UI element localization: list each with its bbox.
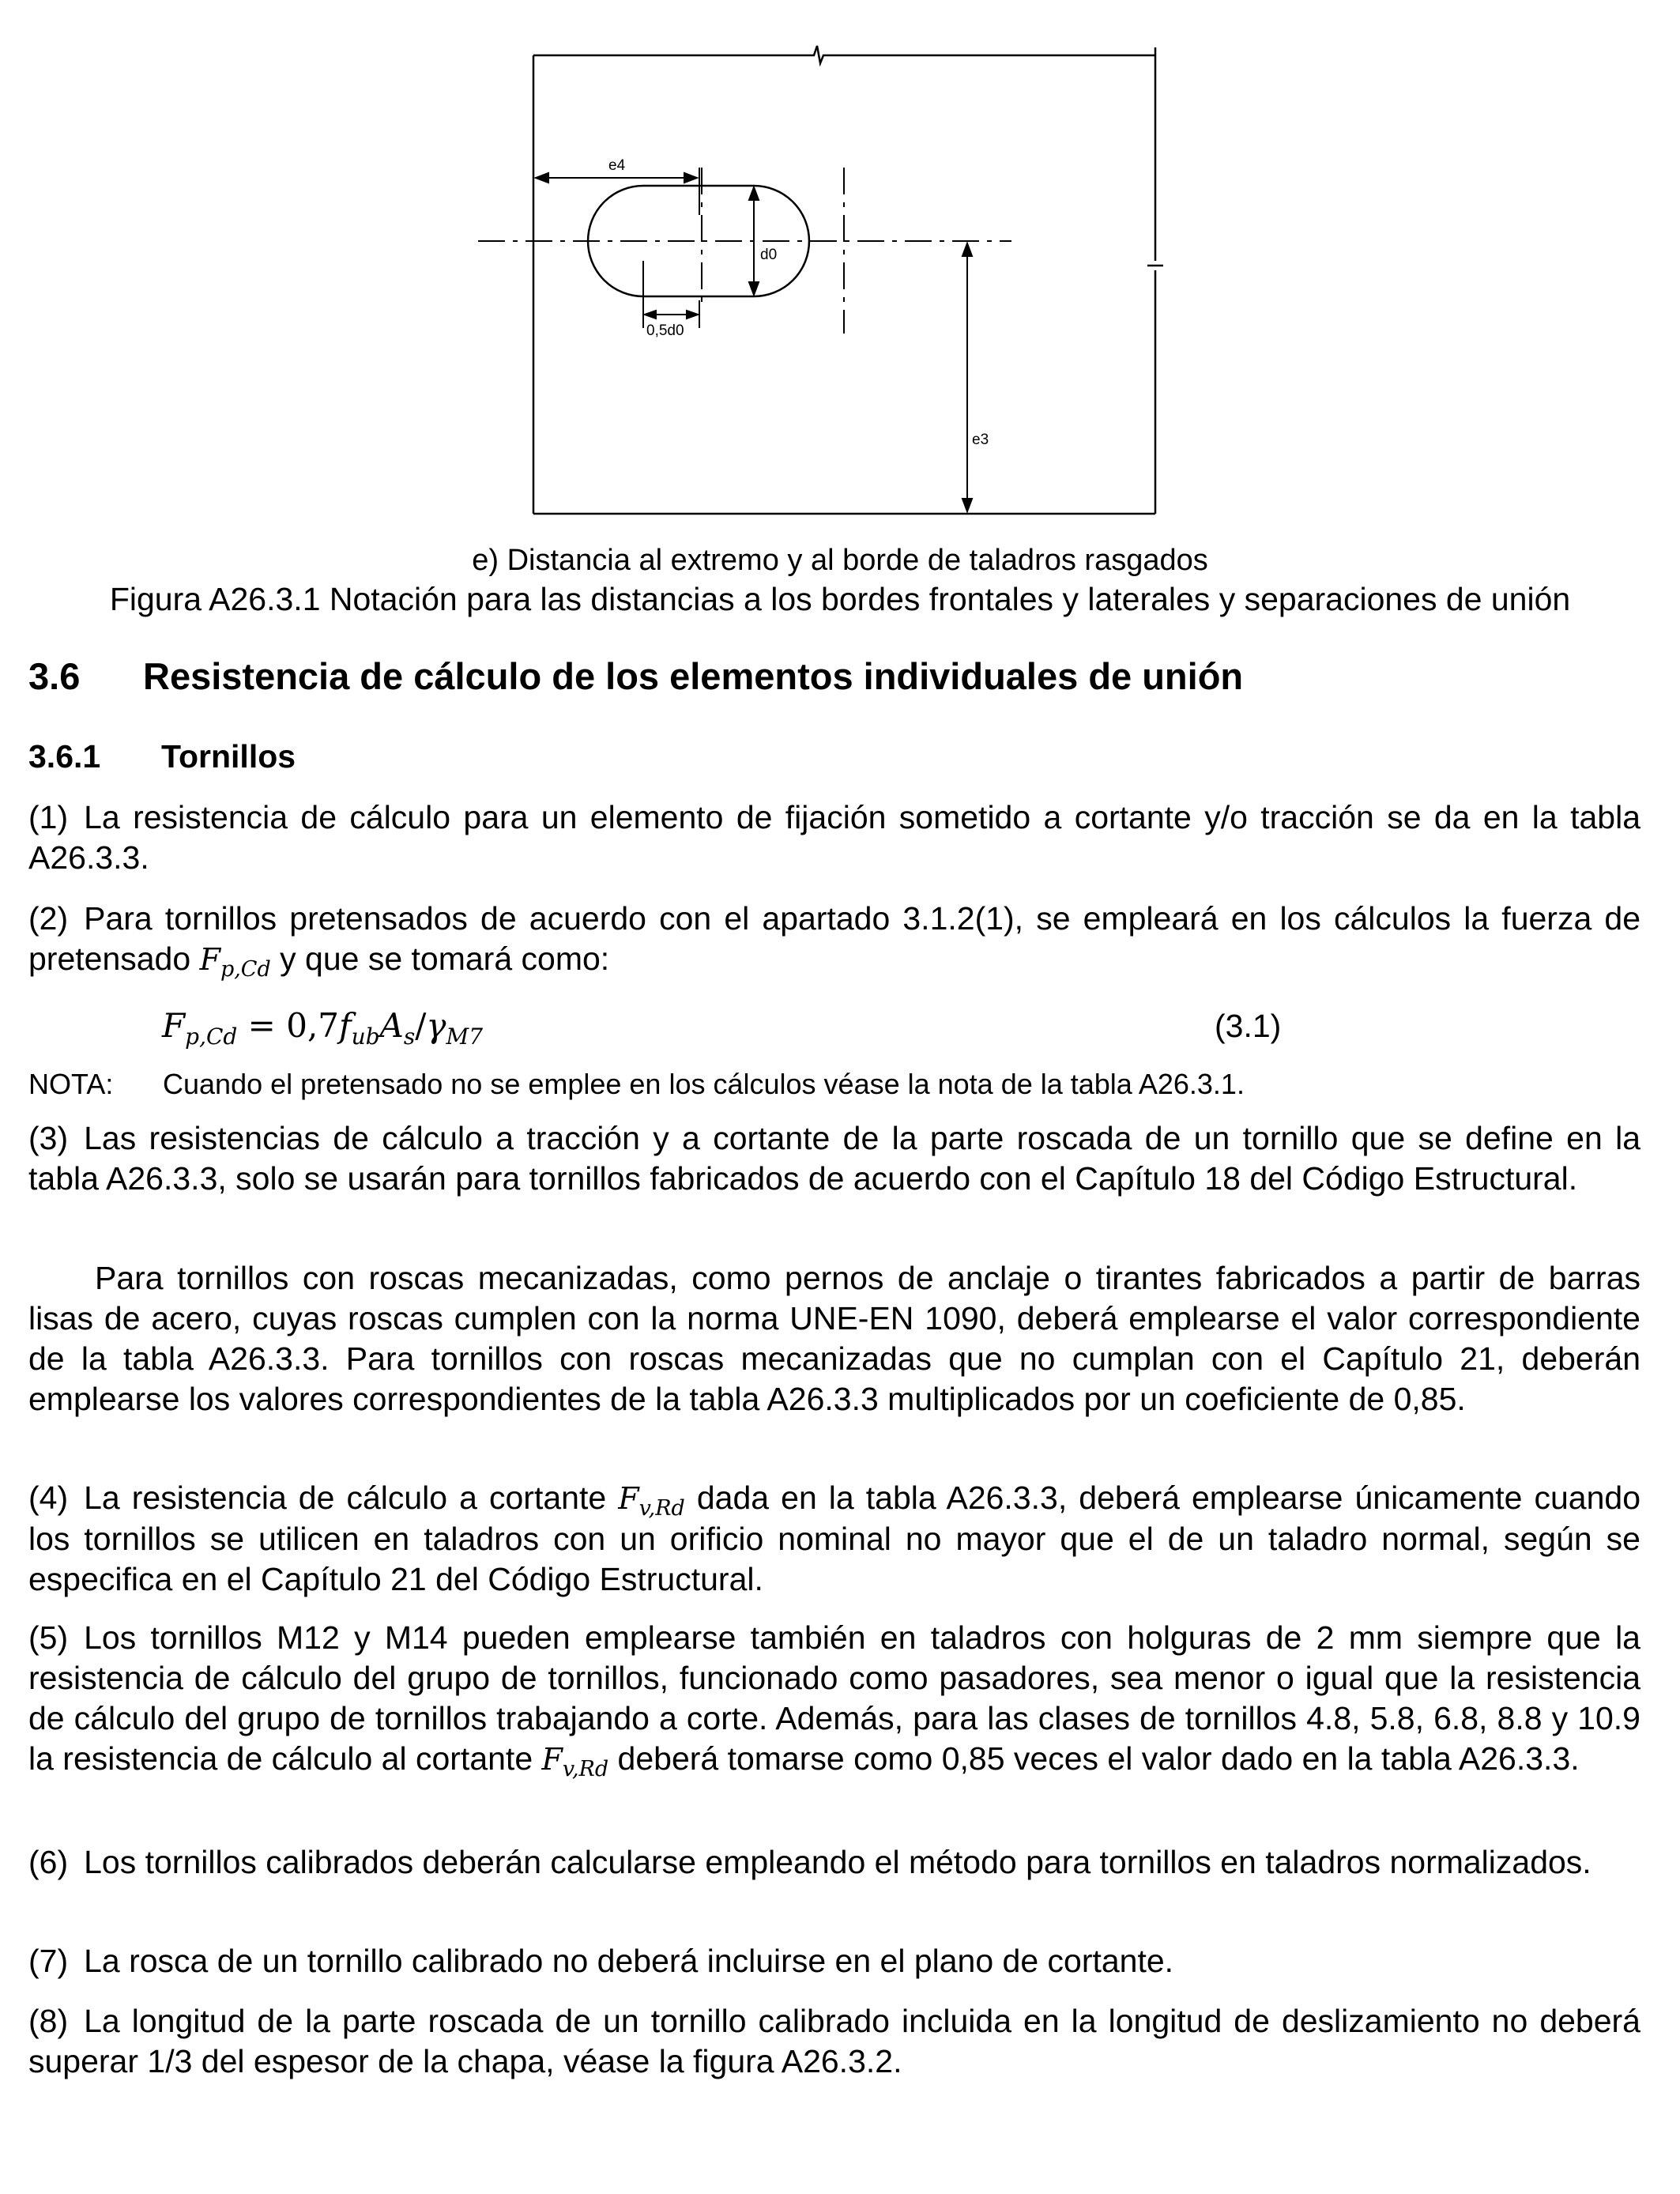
figure-subcaption: e) Distancia al extremo y al borde de taladros rasgados: [472, 544, 1208, 577]
paragraph-4: [28, 1478, 1640, 1600]
paragraph-text: Los tornillos calibrados deberán calcularse empleando el método para tornillos en taladros normalizados.: [84, 1844, 1591, 1880]
paragraph-number: (7): [28, 1943, 69, 1979]
e4-arrow-left: [536, 173, 548, 183]
paragraph-6: [28, 1842, 1640, 1883]
half-d0-arrow-left: [645, 311, 656, 319]
subsection-number: 3.6.1: [28, 738, 101, 775]
break-mark: [810, 46, 1155, 63]
figure-caption: Figura A26.3.1 Notación para las distancias a los bordes frontales y laterales y separaciones de unión: [109, 581, 1571, 617]
paragraph-7: [28, 1941, 1640, 1981]
symbol-fp-cd: $F_{p,Cd}$: [199, 942, 271, 982]
paragraph-3: [28, 1118, 1640, 1199]
paragraph-text: La longitud de la parte roscada de un tornillo calibrado incluida en la longitud de deslizamiento no deberá superar 1/3 del espesor de la chapa, véase la figura A26.3.2.: [28, 2003, 1640, 2079]
equation-3-1: $F_{p,Cd} = 0,7f_{ub}A_s/\gamma_{M7}$: [162, 1006, 484, 1050]
paragraph-number: (1): [28, 799, 69, 835]
subsection-heading: [28, 737, 296, 776]
paragraph-text: Las resistencias de cálculo a tracción y a cortante de la parte roscada de un tornillo que se define en la tabla A26.3.3, solo se usarán para tornillos fabricados de acuerdo con el Capítulo 18 del Código Estructural.: [28, 1120, 1640, 1197]
note-label: NOTA:: [28, 1068, 114, 1100]
d0-arrow-top: [749, 187, 759, 200]
paragraph-text-cont: y que se tomará como:: [270, 941, 610, 977]
equation-number: (3.1): [1215, 1008, 1282, 1044]
section-number: 3.6: [28, 655, 81, 697]
paragraph-number: (4): [28, 1480, 69, 1516]
d0-label: d0: [760, 247, 778, 263]
half-d0-label: 0,5d0: [646, 322, 684, 339]
paragraph-2: [28, 899, 1640, 980]
paragraph-1: [28, 797, 1640, 878]
e3-label: e3: [972, 432, 989, 448]
paragraph-5: [28, 1618, 1640, 1780]
section-title: Resistencia de cálculo de los elementos individuales de unión: [143, 655, 1244, 697]
paragraph-8: [28, 2001, 1640, 2082]
half-d0-arrow-right: [687, 311, 698, 319]
paragraph-text: La resistencia de cálculo a cortante: [84, 1480, 619, 1516]
note-text: Cuando el pretensado no se emplee en los cálculos véase la nota de la tabla A26.3.1.: [163, 1068, 1245, 1100]
section-heading: [28, 654, 1243, 699]
paragraph-number: (5): [28, 1619, 69, 1656]
paragraph-text: Los tornillos M12 y M14 pueden emplearse también en taladros con holguras de 2 mm siempre que la resistencia de cálculo del grupo de tornillos, funcionado como pasadores, sea menor o igual que la resistencia de cálculo del grupo de tornillos trabajando a corte. Además, para las clases de tornillos 4.8, 5.8, 6.8, 8.8 y 10.9 la resistencia de cálculo al cortante: [28, 1619, 1640, 1777]
paragraph-number: (3): [28, 1120, 69, 1156]
e4-arrow-right: [684, 173, 697, 183]
paragraph-text-cont: deberá tomarse como 0,85 veces el valor dado en la tabla A26.3.3.: [608, 1740, 1580, 1777]
paragraph-text-cont: dada en la tabla A26.3.3, deberá emplearse únicamente cuando los tornillos se utilicen en taladros con un orificio nominal no mayor que el de un taladro normal, según se especifica en el Capítulo 21 del Código Estructural.: [28, 1480, 1640, 1597]
symbol-fv-rd: $F_{v,Rd}$: [541, 1742, 609, 1781]
symbol-fv-rd: $F_{v,Rd}$: [618, 1481, 685, 1521]
paragraph-number: (8): [28, 2003, 69, 2039]
paragraph-text: La rosca de un tornillo calibrado no deberá incluirse en el plano de cortante.: [84, 1943, 1174, 1979]
paragraph-number: (6): [28, 1844, 69, 1880]
d0-arrow-bottom: [749, 282, 759, 295]
paragraph-text: La resistencia de cálculo para un elemento de fijación sometido a cortante y/o tracción se da en la tabla A26.3.3.: [28, 799, 1640, 876]
slotted-hole-figure: [466, 32, 1177, 530]
paragraph-number: (2): [28, 900, 69, 937]
e4-label: e4: [608, 157, 626, 174]
subsection-title: Tornillos: [161, 738, 296, 775]
paragraph-3-continued: [28, 1258, 1640, 1419]
e3-arrow-bottom: [962, 499, 972, 511]
paragraph-text: Para tornillos pretensados de acuerdo con el apartado 3.1.2(1), se empleará en los cálculos la fuerza de pretensado: [28, 900, 1640, 977]
paragraph-text: Para tornillos con roscas mecanizadas, como pernos de anclaje o tirantes fabricados a partir de barras lisas de acero, cuyas roscas cumplen con la norma UNE-EN 1090, deberá emplearse el valor correspondiente de la tabla A26.3.3. Para tornillos con roscas mecanizadas que no cumplan con el Capítulo 21, deberán emplearse los valores correspondientes de la tabla A26.3.3 multiplicados por un coeficiente de 0,85.: [28, 1260, 1640, 1417]
e3-arrow-top: [962, 243, 972, 256]
